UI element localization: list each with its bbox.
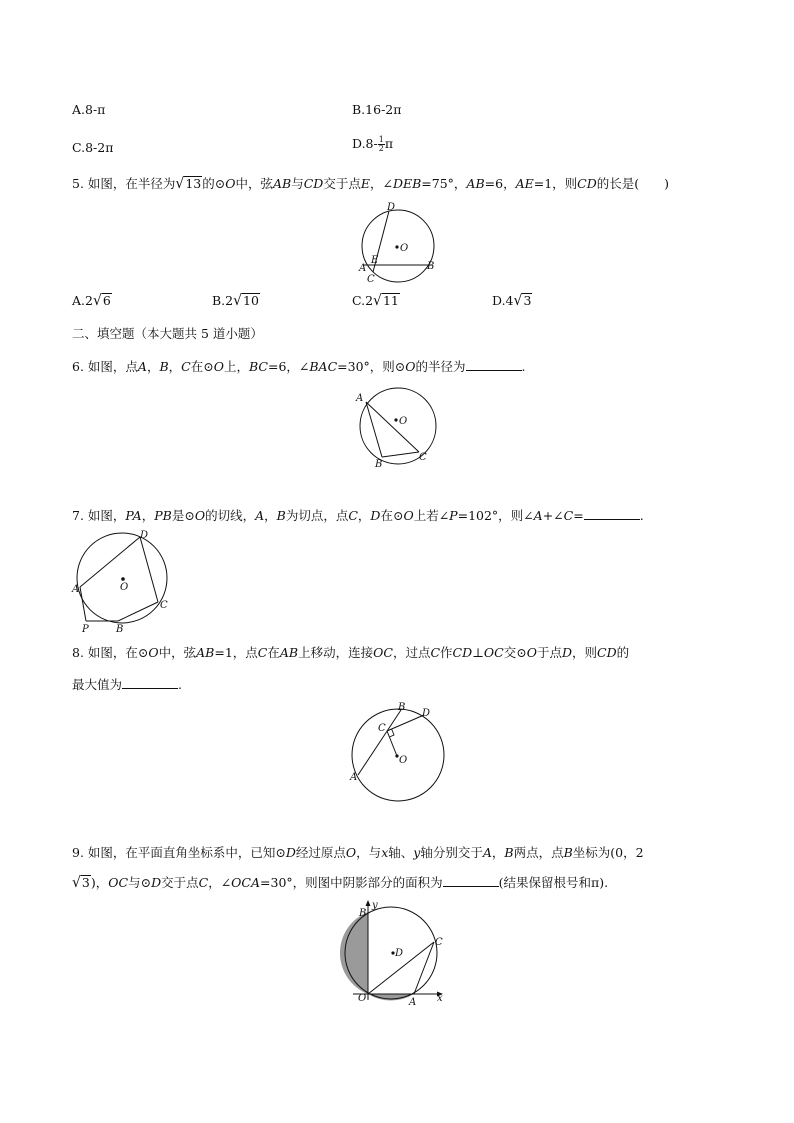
label-c: C — [419, 452, 427, 463]
q6-question: 6. 如图，点A，B，C在⊙O上，BC=6，∠BAC=30°，则⊙O的半径为 . — [72, 359, 526, 374]
q5-figure — [355, 200, 445, 290]
segment-ab — [366, 402, 382, 457]
segment-bc — [382, 452, 419, 457]
label-c: C — [160, 600, 168, 611]
section-heading: 二、填空题（本大题共 5 道小题） — [72, 326, 263, 341]
label-b: B — [116, 624, 124, 635]
q5-option-b: B.2√10 — [212, 292, 259, 310]
label-o: O — [400, 243, 409, 254]
fraction: $\frac{1}{2}$ — [378, 135, 384, 153]
label-d: D — [140, 530, 149, 541]
chord-ab — [358, 710, 401, 775]
q4-option-b: B.16-2π — [352, 102, 402, 117]
label-c: C — [435, 937, 443, 948]
q7-question: 7. 如图，PA，PB是⊙O的切线，A，B为切点，点C，D在⊙O上若∠P=102°，则∠A+∠C= . — [72, 508, 644, 523]
answer-blank — [466, 358, 522, 371]
y-axis-arrow — [366, 900, 371, 906]
label-c: C — [378, 723, 386, 734]
shaded-segment-left — [340, 912, 368, 994]
label-d: D — [395, 948, 404, 959]
label-a: A — [356, 393, 364, 404]
label-e: E — [371, 255, 379, 266]
answer-blank — [443, 874, 499, 887]
segment-dc — [140, 537, 158, 602]
center-dot — [394, 418, 397, 421]
label-c: C — [367, 274, 375, 285]
label-o: O — [399, 755, 408, 766]
sqrt: √13 — [175, 175, 202, 193]
label-y: y — [372, 900, 378, 911]
label-a: A — [409, 997, 417, 1008]
center-dot — [395, 245, 398, 248]
q9-question-line1: 9. 如图，在平面直角坐标系中，已知⊙D经过原点O，与x轴、y轴分别交于A，B两点，点B坐标为(0，2 — [72, 845, 644, 860]
q4-option-c: C.8-2π — [72, 140, 114, 155]
q5-question: 5. 如图，在半径为√13的⊙O中，弦AB与CD交于点E，∠DEB=75°，AB=6，AE=1，则CD的长是( ) — [72, 175, 670, 193]
label-b: B — [375, 459, 383, 470]
q8-question-line2: 最大值为 . — [72, 677, 182, 692]
label-p: P — [82, 624, 89, 635]
q9-figure — [345, 900, 450, 1008]
q5-option-c: C.2√11 — [352, 292, 399, 310]
label-o: O — [120, 582, 129, 593]
answer-blank — [584, 507, 640, 520]
label-a: A — [359, 263, 367, 274]
label-o: O — [358, 993, 367, 1004]
label-b: B — [359, 908, 367, 919]
label-a: A — [350, 772, 358, 783]
q7-figure — [70, 528, 175, 636]
label-a: A — [72, 584, 80, 595]
label-b: B — [427, 261, 435, 272]
center-dot — [121, 577, 125, 581]
segment-oc — [387, 731, 397, 756]
shaded-segment-bottom — [368, 994, 414, 1000]
q4-option-d: D.8- $\frac{1}{2}$ π — [352, 135, 394, 153]
segment-ac — [366, 402, 419, 452]
label-o: O — [399, 416, 408, 427]
answer-blank — [122, 676, 178, 689]
segment-ad — [80, 537, 140, 587]
label-b: B — [398, 702, 406, 713]
label-x: x — [437, 993, 443, 1004]
q6-figure — [352, 388, 447, 468]
label-d: D — [422, 708, 431, 719]
q8-figure — [345, 700, 455, 805]
q5-option-d: D.4√3 — [492, 292, 532, 310]
q8-question-line1: 8. 如图，在⊙O中，弦AB=1，点C在AB上移动，连接OC，过点C作CD⊥OC交⊙O于点D，则CD的 — [72, 645, 630, 660]
q5-option-a: A.2√6 — [72, 292, 111, 310]
q4-option-a: A.8-π — [72, 102, 106, 117]
label-d: D — [387, 202, 396, 213]
q9-question-line2: √3)，OC与⊙D交于点C，∠OCA=30°，则图中阴影部分的面积为 (结果保留根号和π). — [72, 874, 609, 892]
